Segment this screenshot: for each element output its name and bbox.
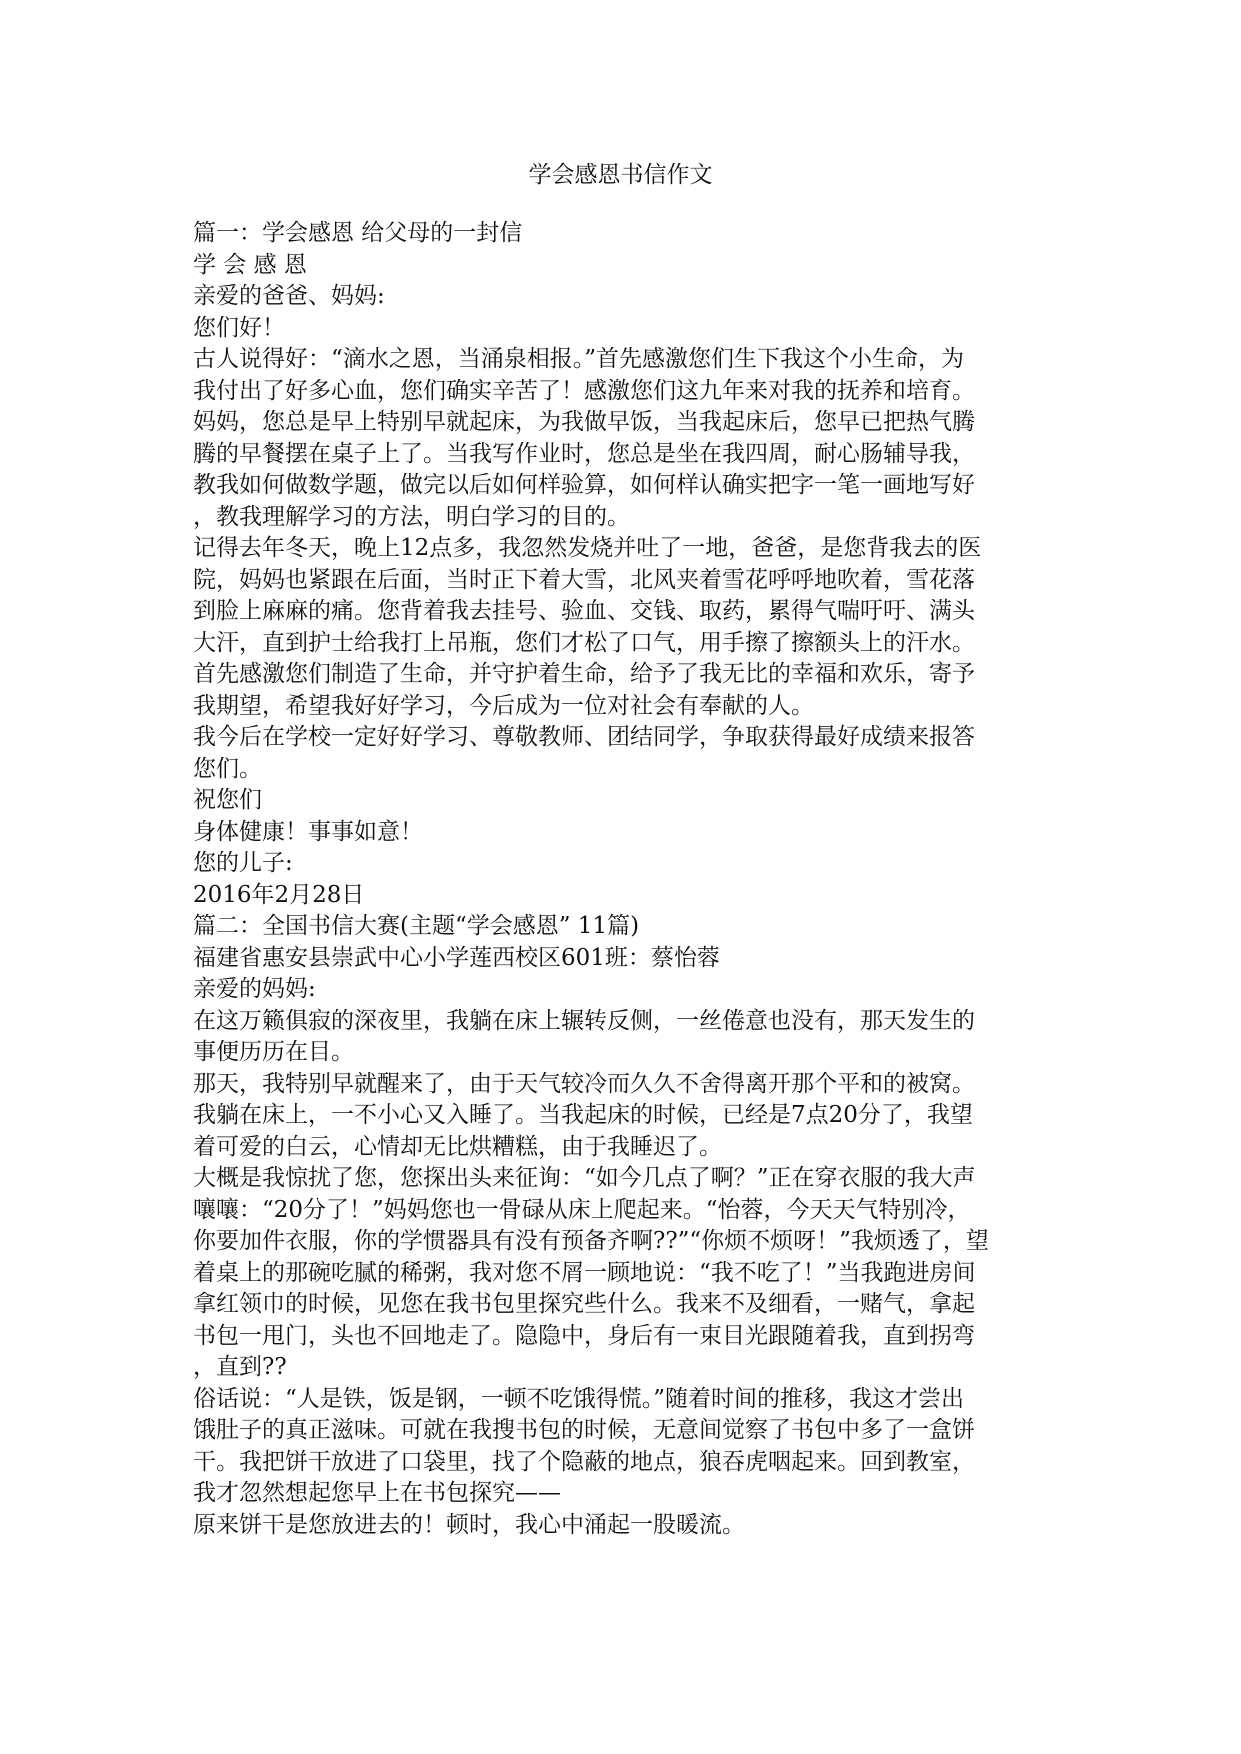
text-line: 那天，我特别早就醒来了，由于天气较冷而久久不舍得离开那个平和的被窝。 <box>193 1070 975 1097</box>
text-line: 你要加件衣服，你的学惯器具有没有预备齐啊??”“你烦不烦呀！”我烦透了，望 <box>193 1228 989 1254</box>
text-line: 福建省惠安县崇武中心小学莲西校区601班：蔡怡蓉 <box>193 944 720 971</box>
text-line: 您们。 <box>193 755 262 782</box>
text-line: ，教我理解学习的方法，明白学习的目的。 <box>193 503 630 530</box>
text-line: 篇二：全国书信大赛(主题“学会感恩” 11篇) <box>193 913 640 939</box>
text-line: 我付出了好多心血，您们确实辛苦了！感激您们这九年来对我的抚养和培育。 <box>193 377 975 404</box>
text-line: 俗话说：“人是铁，饭是钢，一顿不吃饿得慌。”随着时间的推移，我这才尝出 <box>193 1385 965 1412</box>
text-line: 我期望，希望我好好学习，今后成为一位对社会有奉献的人。 <box>193 692 814 719</box>
text-line: 您的儿子: <box>193 850 293 876</box>
text-line: 原来饼干是您放进去的！顿时，我心中涌起一股暖流。 <box>193 1511 745 1538</box>
text-line: 拿红领巾的时候，见您在我书包里探究些什么。我来不及细看，一赌气，拿起 <box>193 1291 975 1317</box>
document-body <box>193 218 1053 1541</box>
text-line: 院，妈妈也紧跟在后面，当时正下着大雪，北风夹着雪花呼呼地吹着，雪花落 <box>193 566 975 593</box>
text-line: 事便历历在目。 <box>193 1039 354 1065</box>
text-line: 妈妈，您总是早上特别早就起床，为我做早饭，当我起床后，您早已把热气腾 <box>193 409 975 435</box>
text-line: 腾的早餐摆在桌子上了。当我写作业时，您总是坐在我四周，耐心肠辅导我， <box>193 440 975 467</box>
text-line: 大汗，直到护士给我打上吊瓶，您们才松了口气，用手擦了擦额头上的汗水。 <box>193 629 975 656</box>
text-line: 古人说得好：“滴水之恩，当涌泉相报。”首先感激您们生下我这个小生命，为 <box>193 346 965 372</box>
text-line: 我今后在学校一定好好学习、尊敬教师、团结同学，争取获得最好成绩来报答 <box>193 724 975 750</box>
text-line: 亲爱的爸爸、妈妈: <box>193 283 385 309</box>
text-line: 身体健康！事事如意！ <box>193 818 423 845</box>
text-line: 嚷嚷：“20分了！”妈妈您也一骨碌从床上爬起来。“怡蓉，今天天气特别冷， <box>193 1196 971 1223</box>
text-line: 着可爱的白云，心情却无比烘糟糕，由于我睡迟了。 <box>193 1133 722 1160</box>
text-line: 记得去年冬天，晚上12点多，我忽然发烧并吐了一地，爸爸，是您背我去的医 <box>193 535 982 561</box>
text-line: 大概是我惊扰了您，您探出头来征询：“如今几点了啊？”正在穿衣服的我大声 <box>193 1165 976 1191</box>
text-line: 您们好！ <box>193 314 285 341</box>
text-line: 学 会 感 恩 <box>193 251 307 278</box>
text-line: 首先感激您们制造了生命，并守护着生命，给予了我无比的幸福和欢乐，寄予 <box>193 661 975 687</box>
text-line: 祝您们 <box>193 787 262 813</box>
text-line: 到脸上麻麻的痛。您背着我去挂号、验血、交钱、取药，累得气喘吁吁、满头 <box>193 598 975 624</box>
text-line: 干。我把饼干放进了口袋里，找了个隐蔽的地点，狼吞虎咽起来。回到教室， <box>193 1448 975 1475</box>
text-line: ，直到?? <box>193 1354 287 1380</box>
text-line: 饿肚子的真正滋味。可就在我搜书包的时候，无意间觉察了书包中多了一盒饼 <box>193 1417 975 1443</box>
text-line: 我才忽然想起您早上在书包探究—— <box>193 1480 561 1506</box>
text-line: 2016年2月28日 <box>193 881 365 908</box>
document-title: 学会感恩书信作文 <box>528 162 713 188</box>
text-line: 着桌上的那碗吃腻的稀粥，我对您不屑一顾地说：“我不吃了！”当我跑进房间 <box>193 1259 976 1286</box>
text-line: 在这万籁俱寂的深夜里，我躺在床上辗转反侧，一丝倦意也没有，那天发生的 <box>193 1007 975 1034</box>
text-line: 书包一甩门，头也不回地走了。隐隐中，身后有一束目光跟随着我，直到拐弯 <box>193 1322 975 1349</box>
text-line: 教我如何做数学题，做完以后如何样验算，如何样认确实把字一笔一画地写好 <box>193 472 975 498</box>
text-line: 我躺在床上，一不小心又入睡了。当我起床的时候，已经是7点20分了，我望 <box>193 1102 973 1128</box>
text-line: 亲爱的妈妈: <box>193 976 316 1002</box>
text-line: 篇一：学会感恩 给父母的一封信 <box>193 220 523 246</box>
